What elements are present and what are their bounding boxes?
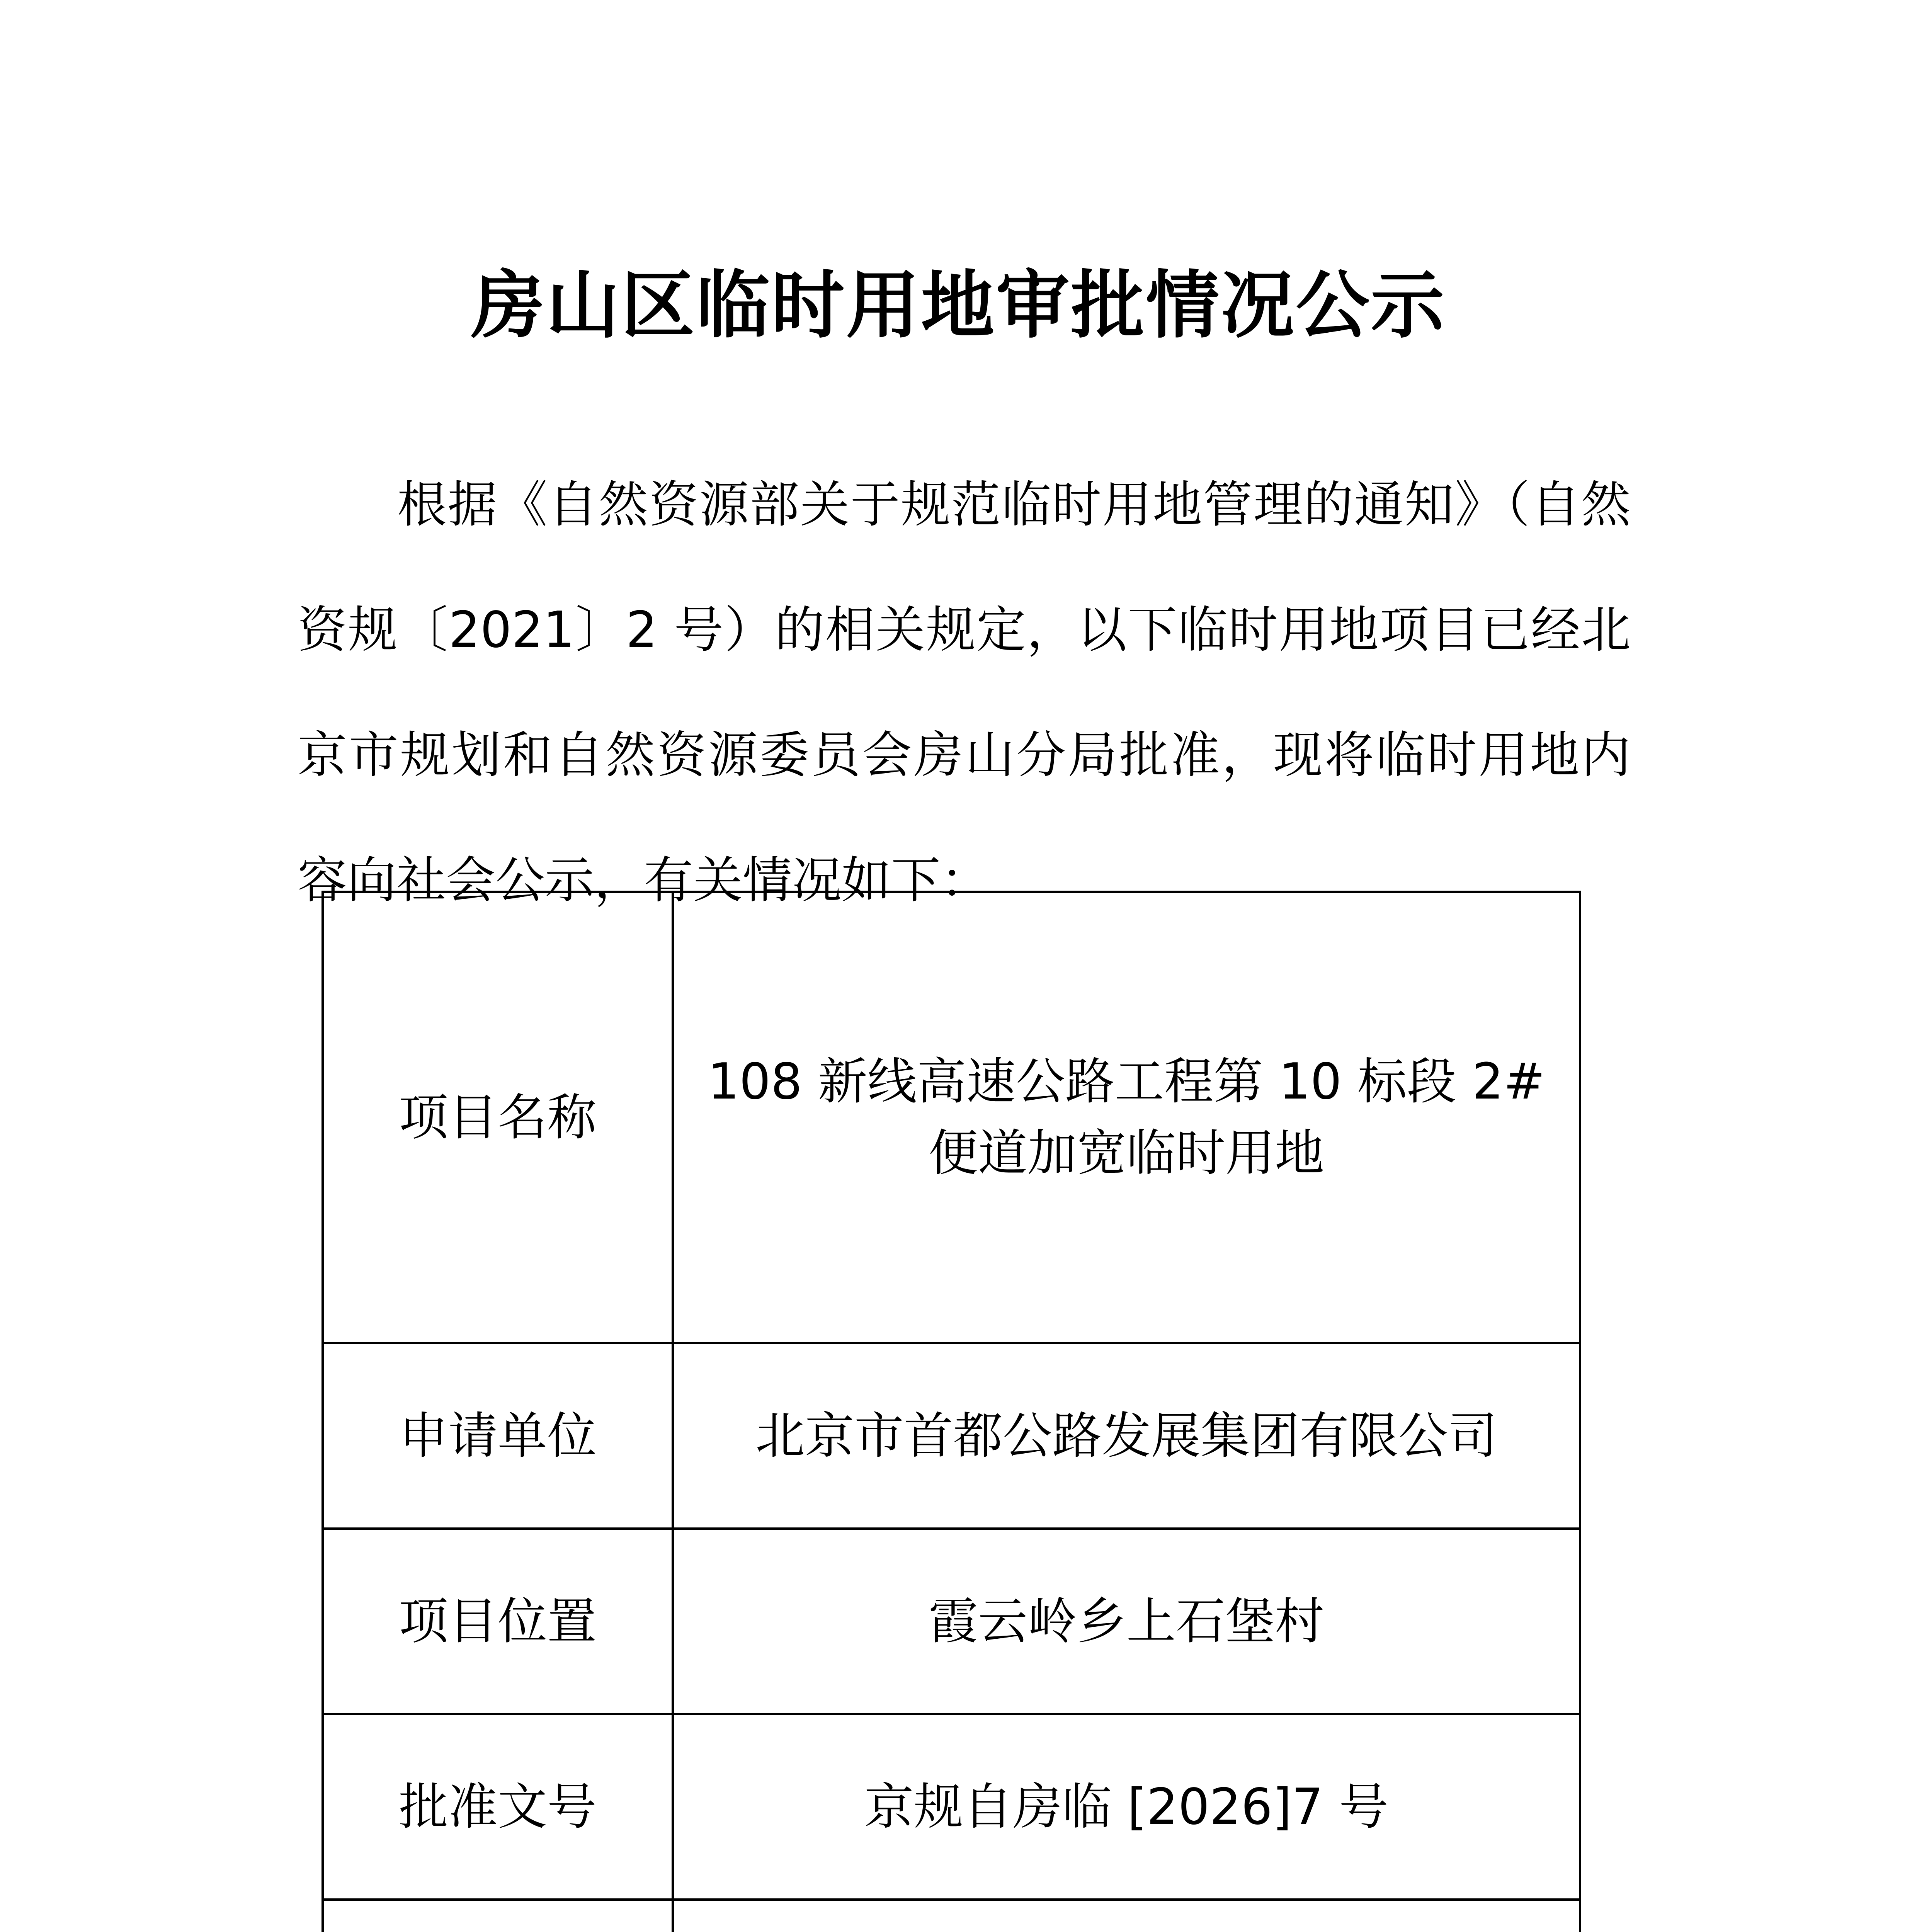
table-row [323, 1714, 1580, 1900]
row-value-project-name: 108 新线高速公路工程第 10 标段 2#便道加宽临时用地 [673, 892, 1580, 1343]
row-value-approval-number: 京规自房临 [2026]7 号 [673, 1714, 1580, 1900]
table-row [323, 1900, 1580, 1932]
page-title: 房山区临时用地审批情况公示 [471, 262, 1446, 348]
row-value-applicant: 北京市首都公路发展集团有限公司 [673, 1343, 1580, 1529]
row-label-applicant: 申请单位 [323, 1343, 673, 1529]
row-label-approval-number: 批准文号 [323, 1714, 673, 1900]
table-row [323, 892, 1580, 1343]
row-value-location: 霞云岭乡上石堡村 [673, 1529, 1580, 1714]
row-value-approved-area [673, 1900, 1580, 1932]
table-row [323, 1529, 1580, 1714]
intro-paragraph: 根据《自然资源部关于规范临时用地管理的通知》（自然资规〔2021〕2 号）的相关规定，以下临时用地项目已经北京市规划和自然资源委员会房山分局批准，现将临时用地内容向社会公示，有关情况如下： [298, 476, 1631, 909]
approval-info-table [321, 891, 1581, 1932]
row-label-approved-area [323, 1900, 673, 1932]
row-label-project-name: 项目名称 [323, 892, 673, 1343]
table-row [323, 1343, 1580, 1529]
row-label-location: 项目位置 [323, 1529, 673, 1714]
